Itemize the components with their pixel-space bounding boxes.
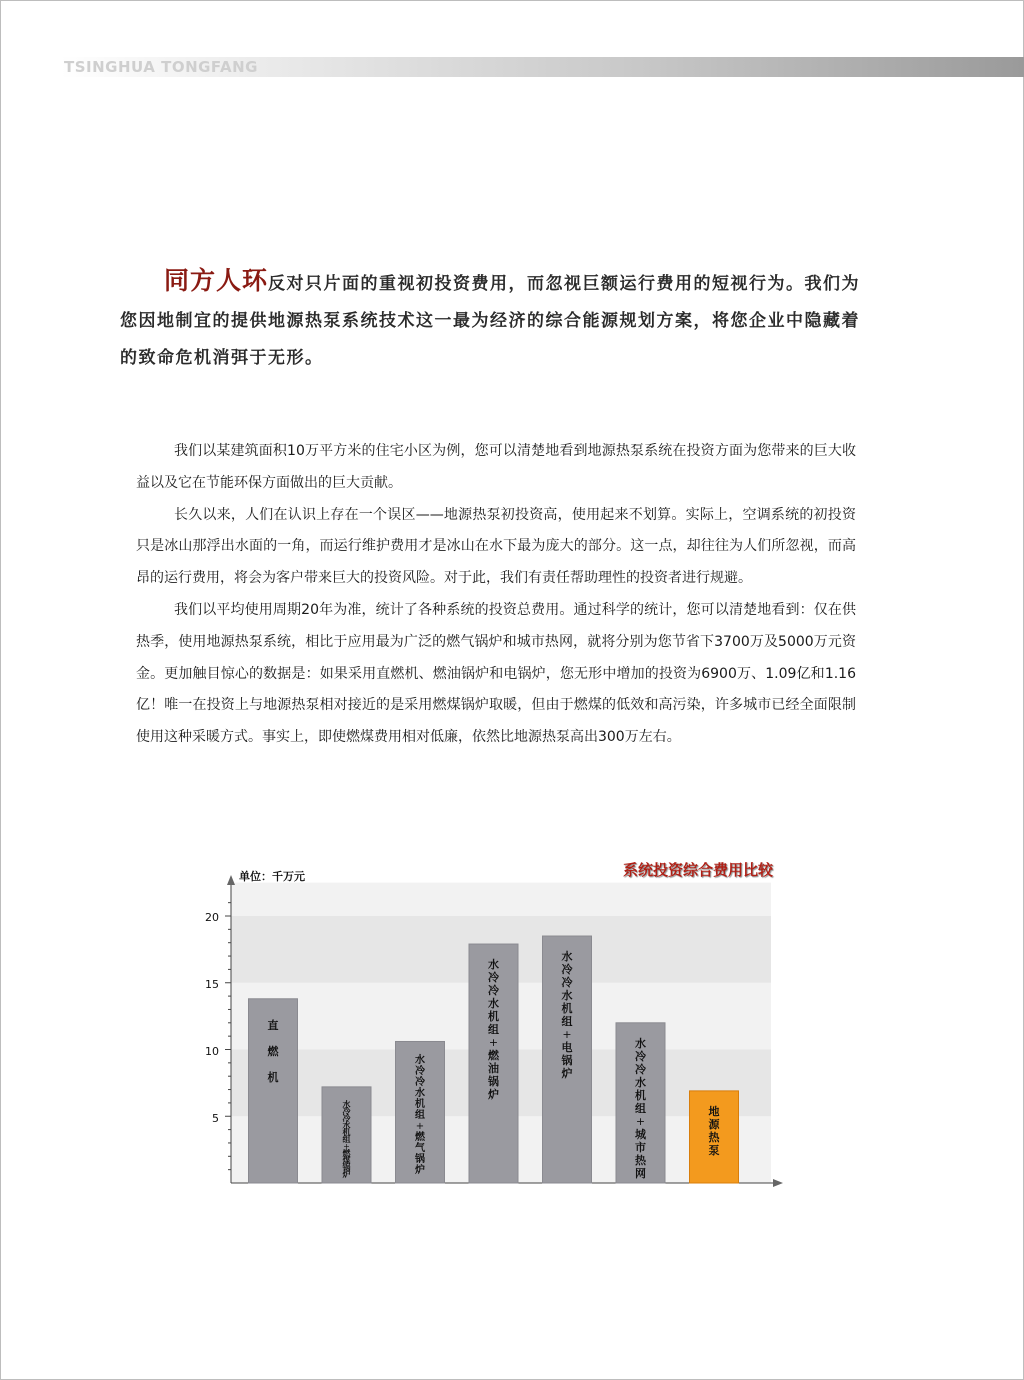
- bar-label: 水 冷 冷 水 机 组 + 燃 气 锅 炉: [415, 1055, 425, 1177]
- body-text: [136, 436, 856, 754]
- y-tick-label: 10: [205, 1045, 219, 1058]
- bar-label: 地 源 热 泵: [708, 1104, 720, 1157]
- y-axis-arrow: [227, 875, 235, 885]
- bar-label: 水 冷 冷 水 机 组 + 电 锅 炉: [561, 950, 573, 1081]
- y-axis-unit-label: 单位：千万元: [239, 870, 305, 883]
- y-tick-label: 5: [212, 1112, 219, 1125]
- cost-comparison-chart: [195, 855, 795, 1200]
- intro-highlight: 同方人环: [164, 266, 269, 295]
- bar-label: 水 冷 冷 水 机 组 + 燃 煤 锅 炉: [342, 1099, 351, 1179]
- chart-background-band: [231, 883, 771, 916]
- intro-paragraph: [120, 262, 860, 377]
- chart-title: 系统投资综合费用比较: [622, 861, 773, 879]
- brand-logo-text: TSINGHUA TONGFANG: [64, 58, 258, 76]
- body-paragraph-1: 我们以某建筑面积10万平方米的住宅小区为例，您可以清楚地看到地源热泵系统在投资方面为您带来的巨大收益以及它在节能环保方面做出的巨大贡献。: [136, 443, 856, 491]
- bar-label: 水 冷 冷 水 机 组 + 城 市 热 网: [635, 1036, 646, 1180]
- body-paragraph-3: 我们以平均使用周期20年为准，统计了各种系统的投资总费用。通过科学的统计，您可以清楚地看到：仅在供热季，使用地源热泵系统，相比于应用最为广泛的燃气锅炉和城市热网，就将分别为您节省下3700万及5000万元资金。更加触目惊心的数据是：如果采用直燃机、燃油锅炉和电锅炉，您无形中增加的投资为6900万、1.09亿和1.16亿！唯一在投资上与地源热泵相对接近的是采用燃煤锅炉取暖，但由于燃煤的低效和高污染，许多城市已经全面限制使用这种采暖方式。事实上，即使燃煤费用相对低廉，依然比地源热泵高出300万左右。: [136, 601, 856, 746]
- intro-text: 反对只片面的重视初投资费用，而忽视巨额运行费用的短视行为。我们为您因地制宜的提供地源热泵系统技术这一最为经济的综合能源规划方案，将您企业中隐藏着的致命危机消弭于无形。: [120, 274, 861, 368]
- bar-label: 水 冷 冷 水 机 组 + 燃 油 锅 炉: [488, 958, 499, 1102]
- y-tick-label: 15: [205, 978, 219, 991]
- y-tick-label: 20: [205, 911, 219, 924]
- x-axis-arrow: [773, 1179, 783, 1187]
- body-paragraph-2: 长久以来，人们在认识上存在一个误区——地源热泵初投资高，使用起来不划算。实际上，空调系统的初投资只是冰山那浮出水面的一角，而运行维护费用才是冰山在水下最为庞大的部分。这一点，却往往为人们所忽视，而高昂的运行费用，将会为客户带来巨大的投资风险。对于此，我们有责任帮助理性的投资者进行规避。: [136, 506, 856, 587]
- bar-label: 直 燃 机: [267, 1018, 279, 1084]
